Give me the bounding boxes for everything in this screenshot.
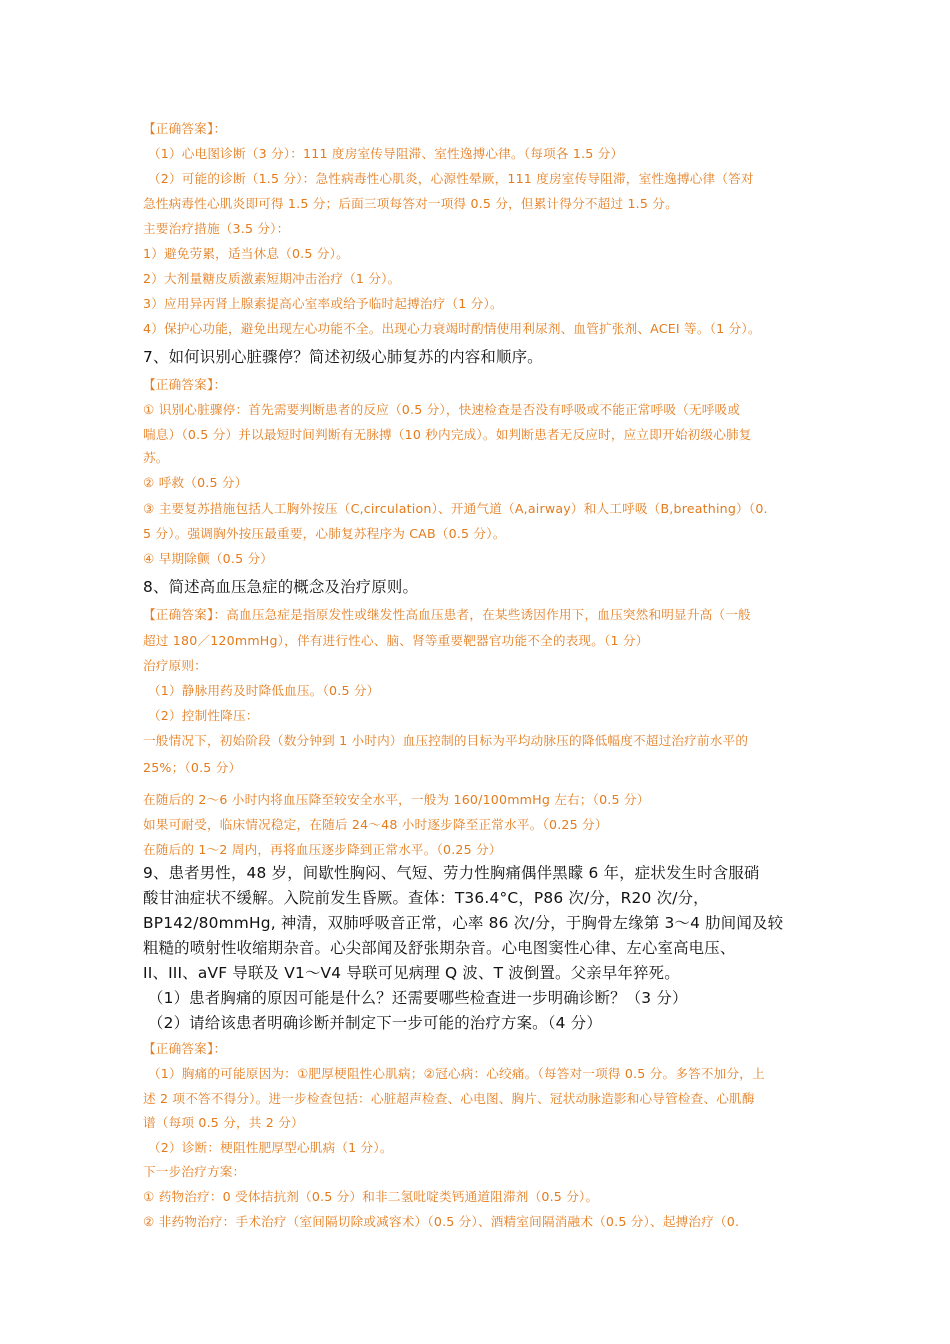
answer-line: 谱（每项 0.5 分，共 2 分）: [143, 1115, 304, 1130]
answer-line: （1）胸痛的可能原因为：①肥厚梗阻性心肌病；②冠心病：心绞痛。（每答对一项得 0.5 分。多答不加分，上: [148, 1066, 765, 1081]
principle-item: （1）静脉用药及时降低血压。（0.5 分）: [148, 683, 380, 698]
answer-line: 25%；（0.5 分）: [143, 760, 242, 775]
answer-line: ③ 主要复苏措施包括人工胸外按压（C,circulation）、开通气道（A,airway）和人工呼吸（B,breathing）（0.: [143, 501, 768, 516]
answer-line: 在随后的 2～6 小时内将血压降至较安全水平，一般为 160/100mmHg 左右；（0.5 分）: [143, 792, 650, 807]
plan-item: ② 非药物治疗：手术治疗（室间隔切除或减容术）（0.5 分）、酒精室间隔消融术（0.5 分）、起搏治疗（0.: [143, 1214, 740, 1229]
answer-header: 【正确答案】：: [143, 377, 227, 392]
treatment-heading: 主要治疗措施（3.5 分）：: [143, 221, 290, 236]
plan-heading: 下一步治疗方案：: [143, 1164, 246, 1179]
question-8: 8、简述高血压急症的概念及治疗原则。: [143, 578, 419, 596]
answer-line: 喘息）（0.5 分）并以最短时间判断有无脉搏（10 秒内完成）。如判断患者无反应时，应立即开始初级心肺复: [143, 427, 752, 442]
question-9: BP142/80mmHg, 神清，双肺呼吸音正常，心率 86 次/分，于胸骨左缘第 3～4 肋间闻及较: [143, 914, 784, 932]
plan-item: ① 药物治疗：0 受体拮抗剂（0.5 分）和非二氢吡啶类钙通道阻滞剂（0.5 分）。: [143, 1189, 599, 1204]
answer-line: 5 分）。强调胸外按压最重要，心肺复苏程序为 CAB（0.5 分）。: [143, 526, 506, 541]
question-9: 粗糙的喷射性收缩期杂音。心尖部闻及舒张期杂音。心电图窦性心律、左心室高电压、: [143, 939, 736, 957]
question-9: 酸甘油症状不缓解。入院前发生昏厥。查体：T36.4°C，P86 次/分，R20 次/分，: [143, 889, 709, 907]
answer-line: 述 2 项不答不得分）。进一步检查包括：心脏超声检查、心电图、胸片、冠状动脉造影和心导管检查、心肌酶: [143, 1091, 755, 1106]
answer-line: 如果可耐受，临床情况稳定，在随后 24～48 小时逐步降至正常水平。（0.25 分）: [143, 817, 608, 832]
answer-line: （2）诊断：梗阻性肥厚型心肌病（1 分）。: [148, 1140, 393, 1155]
question-9: II、III、aVF 导联及 V1～V4 导联可见病理 Q 波、T 波倒置。父亲早年猝死。: [143, 964, 680, 982]
answer-line: 超过 180／120mmHg），伴有进行性心、脑、肾等重要靶器官功能不全的表现。（1 分）: [143, 633, 649, 648]
answer-line: 【正确答案】：高血压急症是指原发性或继发性高血压患者，在某些诱因作用下，血压突然和明显升高（一般: [143, 607, 751, 622]
answer-line: 在随后的 1～2 周内，再将血压逐步降到正常水平。（0.25 分）: [143, 842, 502, 857]
answer-line: 一般情况下，初始阶段（数分钟到 1 小时内）血压控制的目标为平均动脉压的降低幅度不超过治疗前水平的: [143, 733, 749, 748]
principle-item: （2）控制性降压：: [148, 708, 259, 723]
answer-line: ④ 早期除颤（0.5 分）: [143, 551, 274, 566]
answer-line: （2）可能的诊断（1.5 分）：急性病毒性心肌炎，心源性晕厥，111 度房室传导阻滞，室性逸搏心律（答对: [148, 171, 754, 186]
sub-question: （2）请给该患者明确诊断并制定下一步可能的治疗方案。（4 分）: [148, 1014, 602, 1032]
answer-header: 【正确答案】：: [143, 1041, 227, 1056]
question-7: 7、如何识别心脏骤停？简述初级心肺复苏的内容和顺序。: [143, 348, 543, 366]
answer-line: ① 识别心脏骤停：首先需要判断患者的反应（0.5 分），快速检查是否没有呼吸或不能正常呼吸（无呼吸或: [143, 402, 741, 417]
sub-question: （1）患者胸痛的原因可能是什么？还需要哪些检查进一步明确诊断？（3 分）: [148, 989, 688, 1007]
answer-line: ② 呼救（0.5 分）: [143, 475, 248, 490]
answer-line: 急性病毒性心肌炎即可得 1.5 分；后面三项每答对一项得 0.5 分，但累计得分不超过 1.5 分。: [143, 196, 678, 211]
treatment-item: 3）应用异丙肾上腺素提高心室率或给予临时起搏治疗（1 分）。: [143, 296, 503, 311]
answer-header: 【正确答案】：: [143, 121, 227, 136]
question-9: 9、患者男性，48 岁，间歇性胸闷、气短、劳力性胸痛偶伴黑矇 6 年，症状发生时含服硝: [143, 864, 760, 882]
principle-heading: 治疗原则：: [143, 658, 207, 673]
treatment-item: 2）大剂量糖皮质激素短期冲击治疗（1 分）。: [143, 271, 401, 286]
treatment-item: 4）保护心功能，避免出现左心功能不全。出现心力衰竭时酌情使用利尿剂、血管扩张剂、ACEI 等。（1 分）。: [143, 321, 761, 336]
answer-line: 苏。: [143, 450, 169, 465]
answer-line: （1）心电图诊断（3 分）：111 度房室传导阻滞、室性逸搏心律。（每项各 1.5 分）: [148, 146, 624, 161]
treatment-item: 1）避免劳累，适当休息（0.5 分）。: [143, 246, 349, 261]
